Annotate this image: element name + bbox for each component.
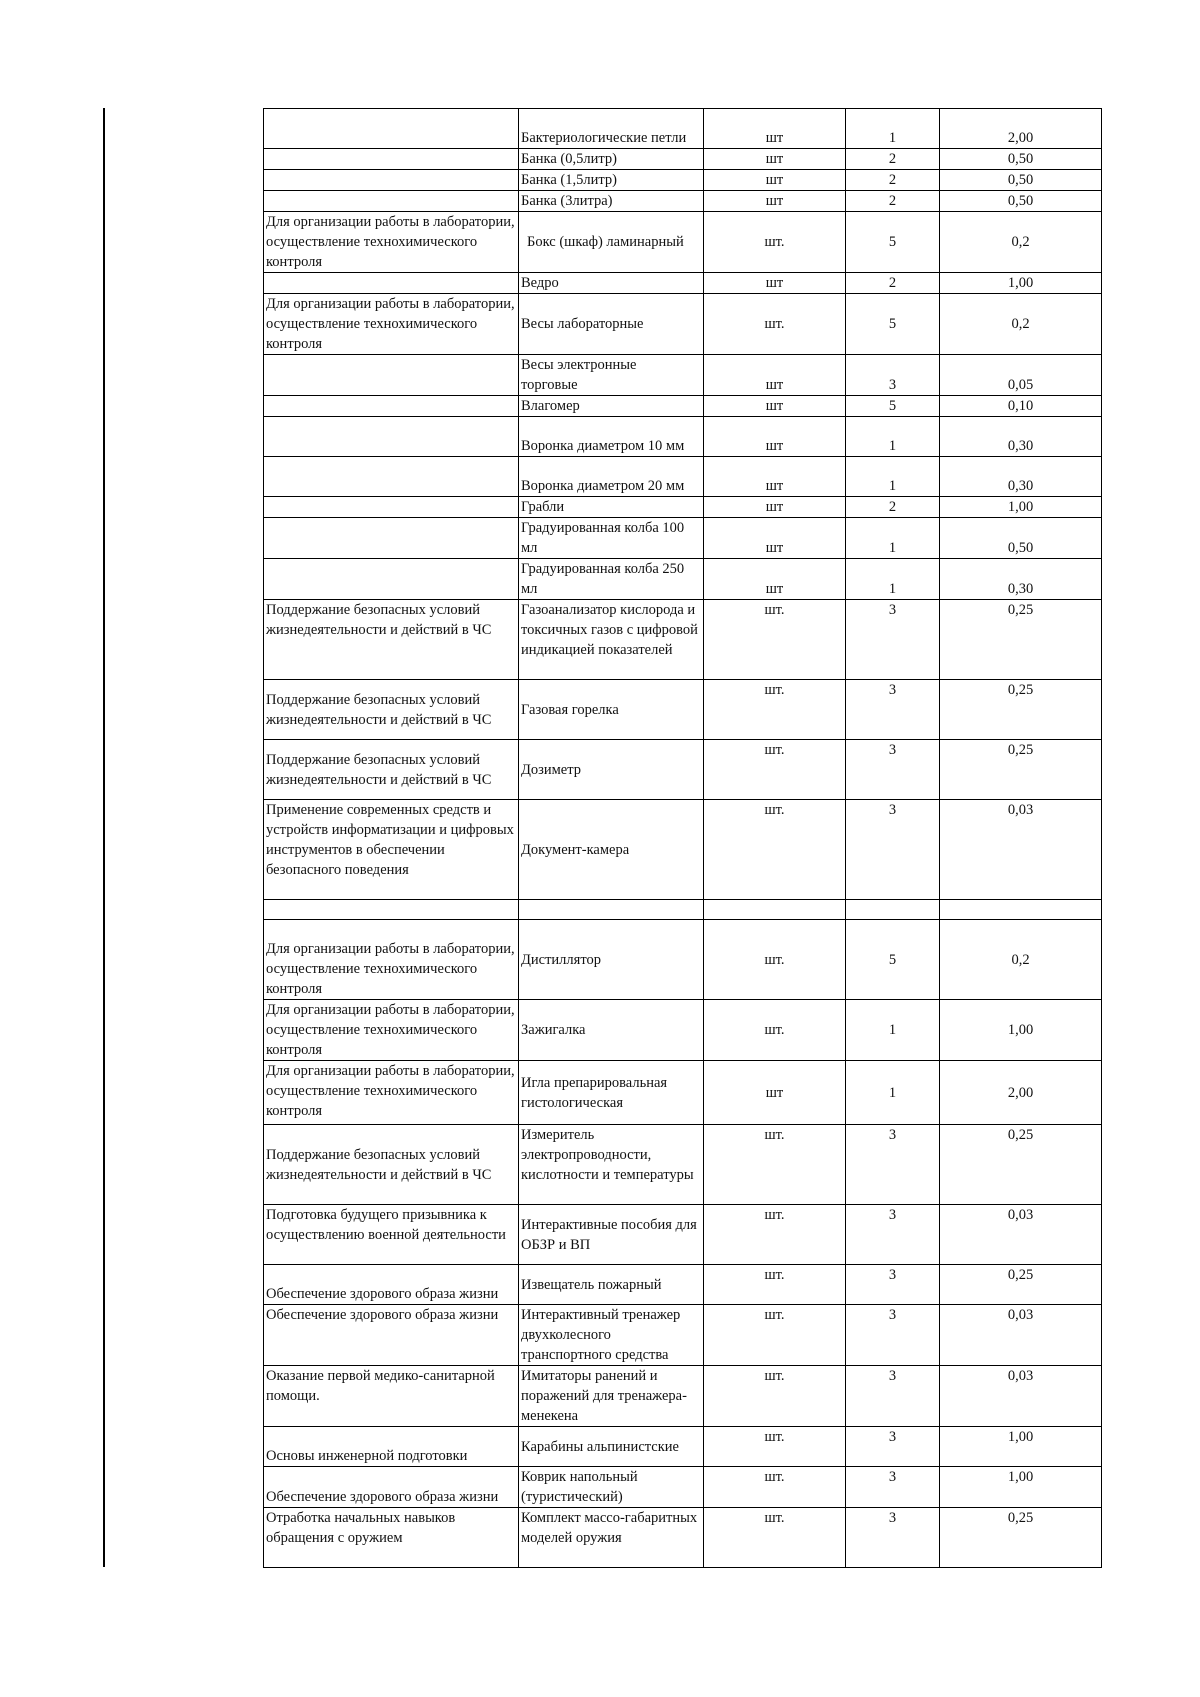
rate-cell: 0,30 bbox=[940, 457, 1102, 497]
item-name-cell: Весы электронные торговые bbox=[519, 355, 704, 396]
equipment-table bbox=[263, 108, 1102, 1568]
item-name-cell: Карабины альпинистские bbox=[519, 1427, 704, 1467]
rate-cell: 0,03 bbox=[940, 1205, 1102, 1265]
purpose-cell: Поддержание безопасных условий жизнедеятельности и действий в ЧС bbox=[264, 740, 519, 800]
unit-cell: шт bbox=[704, 1061, 846, 1125]
unit-cell: шт bbox=[704, 170, 846, 191]
unit-cell: шт. bbox=[704, 294, 846, 355]
item-name-cell: Газоанализатор кислорода и токсичных газов с цифровой индикацией показателей bbox=[519, 600, 704, 680]
item-name-cell: Имитаторы ранений и поражений для тренажера-менекена bbox=[519, 1366, 704, 1427]
quantity-cell: 3 bbox=[846, 1305, 940, 1366]
quantity-cell: 1 bbox=[846, 518, 940, 559]
rate-cell: 0,25 bbox=[940, 1508, 1102, 1568]
rate-cell: 0,05 bbox=[940, 355, 1102, 396]
unit-cell bbox=[704, 900, 846, 920]
purpose-cell: Поддержание безопасных условий жизнедеятельности и действий в ЧС bbox=[264, 600, 519, 680]
item-name-cell: Интерактивные пособия для ОБЗР и ВП bbox=[519, 1205, 704, 1265]
table-row bbox=[264, 900, 1102, 920]
rate-cell: 0,03 bbox=[940, 1366, 1102, 1427]
rate-cell: 0,25 bbox=[940, 600, 1102, 680]
quantity-cell: 1 bbox=[846, 559, 940, 600]
unit-cell: шт. bbox=[704, 1000, 846, 1061]
item-name-cell: Градуированная колба 250 мл bbox=[519, 559, 704, 600]
unit-cell: шт bbox=[704, 417, 846, 457]
purpose-cell: Поддержание безопасных условий жизнедеятельности и действий в ЧС bbox=[264, 1125, 519, 1205]
table-row bbox=[264, 518, 1102, 559]
item-name-cell: Зажигалка bbox=[519, 1000, 704, 1061]
table-row bbox=[264, 1205, 1102, 1265]
unit-cell: шт bbox=[704, 559, 846, 600]
item-name-cell: Ведро bbox=[519, 273, 704, 294]
item-name-cell: Дистиллятор bbox=[519, 920, 704, 1000]
unit-cell: шт. bbox=[704, 1366, 846, 1427]
item-name-cell: Интерактивный тренажер двухколесного транспортного средства bbox=[519, 1305, 704, 1366]
item-name-cell: Градуированная колба 100 мл bbox=[519, 518, 704, 559]
purpose-cell bbox=[264, 559, 519, 600]
unit-cell: шт bbox=[704, 109, 846, 149]
quantity-cell: 3 bbox=[846, 1467, 940, 1508]
table-row bbox=[264, 212, 1102, 273]
rate-cell: 0,50 bbox=[940, 149, 1102, 170]
quantity-cell: 2 bbox=[846, 191, 940, 212]
table-row bbox=[264, 149, 1102, 170]
table-row bbox=[264, 294, 1102, 355]
item-name-cell: Комплект массо-габаритных моделей оружия bbox=[519, 1508, 704, 1568]
table-row bbox=[264, 920, 1102, 1000]
unit-cell: шт bbox=[704, 149, 846, 170]
item-name-cell: Воронка диаметром 10 мм bbox=[519, 417, 704, 457]
item-name-cell: Бактериологические петли bbox=[519, 109, 704, 149]
unit-cell: шт. bbox=[704, 740, 846, 800]
unit-cell: шт bbox=[704, 497, 846, 518]
purpose-cell: Обеспечение здорового образа жизни bbox=[264, 1467, 519, 1508]
purpose-cell bbox=[264, 900, 519, 920]
rate-cell: 0,25 bbox=[940, 1125, 1102, 1205]
rate-cell: 0,25 bbox=[940, 680, 1102, 740]
rate-cell bbox=[940, 900, 1102, 920]
rate-cell: 0,25 bbox=[940, 1265, 1102, 1305]
purpose-cell bbox=[264, 355, 519, 396]
table-row bbox=[264, 191, 1102, 212]
rate-cell: 1,00 bbox=[940, 1427, 1102, 1467]
purpose-cell: Обеспечение здорового образа жизни bbox=[264, 1305, 519, 1366]
rate-cell: 0,03 bbox=[940, 1305, 1102, 1366]
unit-cell: шт. bbox=[704, 1305, 846, 1366]
table-row bbox=[264, 600, 1102, 680]
rate-cell: 0,25 bbox=[940, 740, 1102, 800]
quantity-cell: 5 bbox=[846, 294, 940, 355]
table-row bbox=[264, 1427, 1102, 1467]
rate-cell: 0,50 bbox=[940, 518, 1102, 559]
unit-cell: шт. bbox=[704, 1508, 846, 1568]
quantity-cell: 3 bbox=[846, 1125, 940, 1205]
unit-cell: шт. bbox=[704, 680, 846, 740]
purpose-cell bbox=[264, 109, 519, 149]
quantity-cell: 5 bbox=[846, 396, 940, 417]
quantity-cell: 1 bbox=[846, 1000, 940, 1061]
rate-cell: 0,03 bbox=[940, 800, 1102, 900]
table-row bbox=[264, 417, 1102, 457]
table-row bbox=[264, 800, 1102, 900]
purpose-cell: Для организации работы в лаборатории, осуществление технохимического контроля bbox=[264, 1000, 519, 1061]
rate-cell: 0,2 bbox=[940, 294, 1102, 355]
table-row bbox=[264, 497, 1102, 518]
item-name-cell: Банка (3литра) bbox=[519, 191, 704, 212]
item-name-cell bbox=[519, 900, 704, 920]
table-row bbox=[264, 1061, 1102, 1125]
purpose-cell bbox=[264, 457, 519, 497]
item-name-cell: Дозиметр bbox=[519, 740, 704, 800]
quantity-cell: 2 bbox=[846, 273, 940, 294]
item-name-cell: Бокс (шкаф) ламинарный bbox=[519, 212, 704, 273]
quantity-cell: 3 bbox=[846, 740, 940, 800]
rate-cell: 0,2 bbox=[940, 920, 1102, 1000]
quantity-cell: 3 bbox=[846, 1366, 940, 1427]
table-row bbox=[264, 1305, 1102, 1366]
item-name-cell: Коврик напольный (туристический) bbox=[519, 1467, 704, 1508]
unit-cell: шт bbox=[704, 273, 846, 294]
quantity-cell: 3 bbox=[846, 1265, 940, 1305]
quantity-cell: 1 bbox=[846, 1061, 940, 1125]
item-name-cell: Грабли bbox=[519, 497, 704, 518]
purpose-cell bbox=[264, 170, 519, 191]
table-row bbox=[264, 1000, 1102, 1061]
unit-cell: шт bbox=[704, 396, 846, 417]
table-row bbox=[264, 1366, 1102, 1427]
table-row bbox=[264, 273, 1102, 294]
table-row bbox=[264, 559, 1102, 600]
purpose-cell bbox=[264, 417, 519, 457]
quantity-cell bbox=[846, 900, 940, 920]
item-name-cell: Игла препарировальная гистологическая bbox=[519, 1061, 704, 1125]
purpose-cell bbox=[264, 396, 519, 417]
purpose-cell bbox=[264, 273, 519, 294]
quantity-cell: 1 bbox=[846, 109, 940, 149]
item-name-cell: Весы лабораторные bbox=[519, 294, 704, 355]
rate-cell: 0,2 bbox=[940, 212, 1102, 273]
rate-cell: 0,50 bbox=[940, 170, 1102, 191]
rate-cell: 0,30 bbox=[940, 417, 1102, 457]
item-name-cell: Банка (0,5литр) bbox=[519, 149, 704, 170]
item-name-cell: Газовая горелка bbox=[519, 680, 704, 740]
unit-cell: шт bbox=[704, 457, 846, 497]
table-row bbox=[264, 680, 1102, 740]
quantity-cell: 2 bbox=[846, 170, 940, 191]
unit-cell: шт. bbox=[704, 1205, 846, 1265]
table-row bbox=[264, 1265, 1102, 1305]
quantity-cell: 3 bbox=[846, 680, 940, 740]
quantity-cell: 3 bbox=[846, 1508, 940, 1568]
purpose-cell: Для организации работы в лаборатории, осуществление технохимического контроля bbox=[264, 920, 519, 1000]
quantity-cell: 1 bbox=[846, 457, 940, 497]
item-name-cell: Документ-камера bbox=[519, 800, 704, 900]
rate-cell: 1,00 bbox=[940, 1467, 1102, 1508]
unit-cell: шт. bbox=[704, 212, 846, 273]
purpose-cell: Для организации работы в лаборатории, осуществление технохимического контроля bbox=[264, 212, 519, 273]
quantity-cell: 2 bbox=[846, 149, 940, 170]
table-row bbox=[264, 1125, 1102, 1205]
rate-cell: 0,10 bbox=[940, 396, 1102, 417]
quantity-cell: 5 bbox=[846, 212, 940, 273]
table-row bbox=[264, 355, 1102, 396]
unit-cell: шт. bbox=[704, 1265, 846, 1305]
quantity-cell: 1 bbox=[846, 417, 940, 457]
table-row bbox=[264, 109, 1102, 149]
unit-cell: шт bbox=[704, 355, 846, 396]
unit-cell: шт bbox=[704, 191, 846, 212]
table-row bbox=[264, 457, 1102, 497]
purpose-cell bbox=[264, 497, 519, 518]
purpose-cell: Подготовка будущего призывника к осуществлению военной деятельности bbox=[264, 1205, 519, 1265]
purpose-cell: Для организации работы в лаборатории, осуществление технохимического контроля bbox=[264, 1061, 519, 1125]
purpose-cell: Поддержание безопасных условий жизнедеятельности и действий в ЧС bbox=[264, 680, 519, 740]
purpose-cell: Для организации работы в лаборатории, осуществление технохимического контроля bbox=[264, 294, 519, 355]
purpose-cell: Отработка начальных навыков обращения с оружием bbox=[264, 1508, 519, 1568]
purpose-cell: Обеспечение здорового образа жизни bbox=[264, 1265, 519, 1305]
unit-cell: шт. bbox=[704, 1125, 846, 1205]
unit-cell: шт. bbox=[704, 920, 846, 1000]
quantity-cell: 3 bbox=[846, 1205, 940, 1265]
table-row bbox=[264, 1508, 1102, 1568]
rate-cell: 2,00 bbox=[940, 1061, 1102, 1125]
quantity-cell: 3 bbox=[846, 355, 940, 396]
unit-cell: шт. bbox=[704, 600, 846, 680]
unit-cell: шт. bbox=[704, 1467, 846, 1508]
rate-cell: 1,00 bbox=[940, 273, 1102, 294]
item-name-cell: Влагомер bbox=[519, 396, 704, 417]
quantity-cell: 5 bbox=[846, 920, 940, 1000]
table-row bbox=[264, 170, 1102, 191]
unit-cell: шт bbox=[704, 518, 846, 559]
item-name-cell: Банка (1,5литр) bbox=[519, 170, 704, 191]
item-name-cell: Воронка диаметром 20 мм bbox=[519, 457, 704, 497]
purpose-cell: Основы инженерной подготовки bbox=[264, 1427, 519, 1467]
quantity-cell: 3 bbox=[846, 800, 940, 900]
table-row bbox=[264, 1467, 1102, 1508]
purpose-cell bbox=[264, 191, 519, 212]
purpose-cell: Применение современных средств и устройств информатизации и цифровых инструментов в обеспечении безопасного поведения bbox=[264, 800, 519, 900]
quantity-cell: 3 bbox=[846, 600, 940, 680]
item-name-cell: Измеритель электропроводности, кислотности и температуры bbox=[519, 1125, 704, 1205]
table-row bbox=[264, 740, 1102, 800]
unit-cell: шт. bbox=[704, 1427, 846, 1467]
quantity-cell: 2 bbox=[846, 497, 940, 518]
rate-cell: 1,00 bbox=[940, 497, 1102, 518]
rate-cell: 1,00 bbox=[940, 1000, 1102, 1061]
rate-cell: 0,30 bbox=[940, 559, 1102, 600]
purpose-cell bbox=[264, 518, 519, 559]
purpose-cell: Оказание первой медико-санитарной помощи. bbox=[264, 1366, 519, 1427]
left-margin-line bbox=[103, 108, 105, 1567]
purpose-cell bbox=[264, 149, 519, 170]
unit-cell: шт. bbox=[704, 800, 846, 900]
rate-cell: 2,00 bbox=[940, 109, 1102, 149]
table-row bbox=[264, 396, 1102, 417]
rate-cell: 0,50 bbox=[940, 191, 1102, 212]
quantity-cell: 3 bbox=[846, 1427, 940, 1467]
item-name-cell: Извещатель пожарный bbox=[519, 1265, 704, 1305]
